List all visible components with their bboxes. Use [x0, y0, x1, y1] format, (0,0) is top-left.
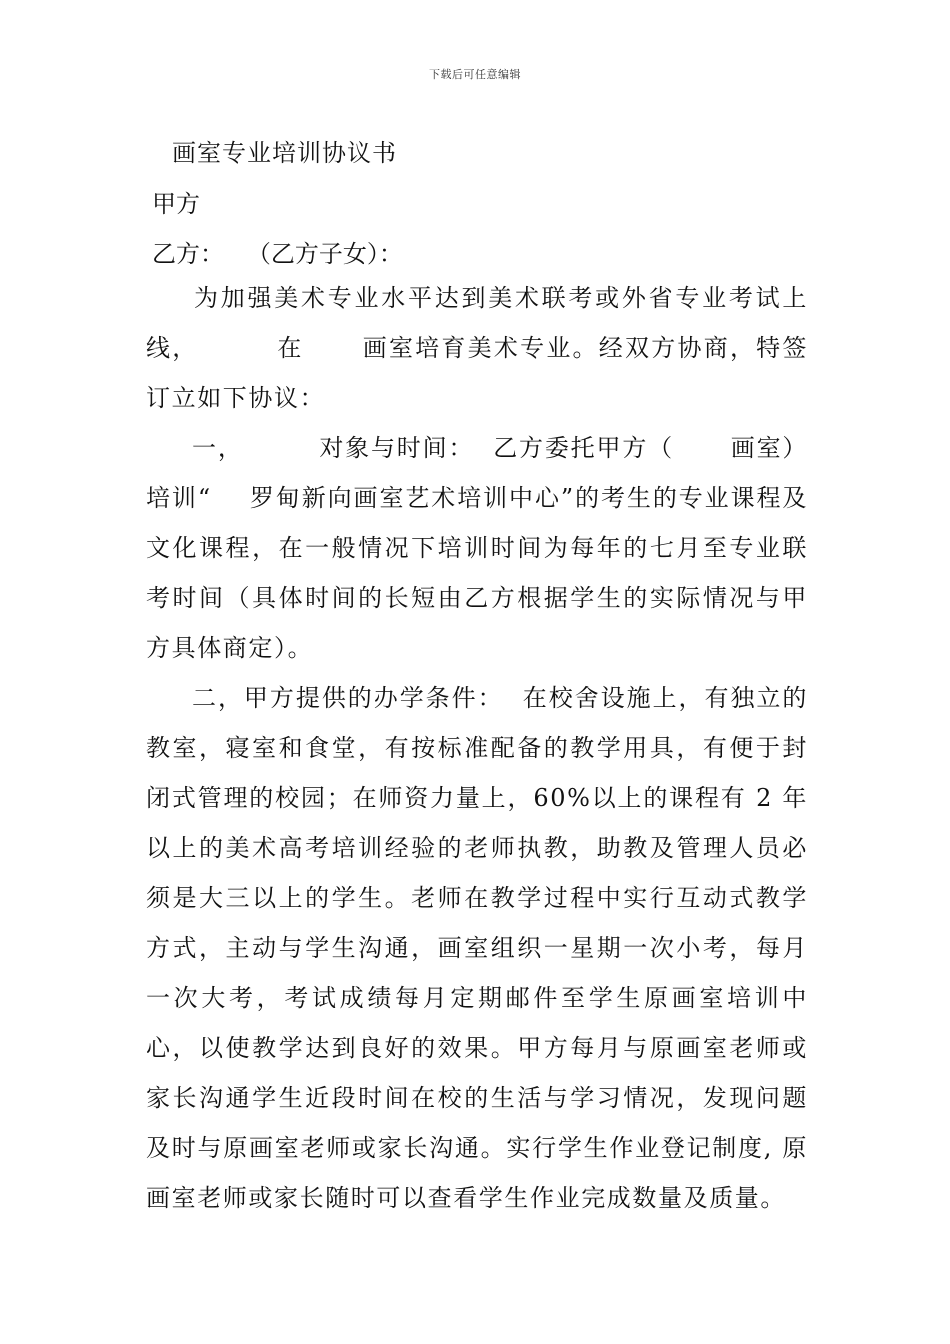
paragraph-intro: 为加强美术专业水平达到美术联考或外省专业考试上线， 在 画室培育美术专业。经双方协商，特签订立如下协议： — [146, 284, 808, 412]
party-a-line: 甲方 — [152, 190, 200, 218]
paragraph-clause-two: 二，甲方提供的办学条件： 在校舍设施上，有独立的教室，寝室和食堂，有按标准配备的教学用具，有便于封闭式管理的校园；在师资力量上，60%以上的课程有 2 年以上的美术高考培训经验的老师执教，助教及管理人员必须是大三以上的学生。老师在教学过程中实行互动式教学方式，主动与学生沟通，画室组织一星期一次小考，每月一次大考，考试成绩每月定期邮件至学生原画室培训中心，以使教学达到良好的效果。甲方每月与原画室老师或家长沟通学生近段时间在校的生活与学习情况，发现问题及时与原画室老师或家长沟通。实行学生作业登记制度, 原画室老师或家长随时可以查看学生作业完成数量及质量。 — [146, 684, 808, 1212]
document-title: 画室专业培训协议书 — [172, 139, 397, 167]
party-b-line: 乙方： （乙方子女）： — [152, 240, 403, 268]
paragraph-clause-one: 一， 对象与时间： 乙方委托甲方（ 画室）培训“ 罗甸新向画室艺术培训中心”的考生的专业课程及文化课程，在一般情况下培训时间为每年的七月至专业联考时间（具体时间的长短由乙方根据学生的实际情况与甲方具体商定）。 — [146, 434, 808, 662]
page-header-note: 下载后可任意编辑 — [429, 68, 521, 81]
